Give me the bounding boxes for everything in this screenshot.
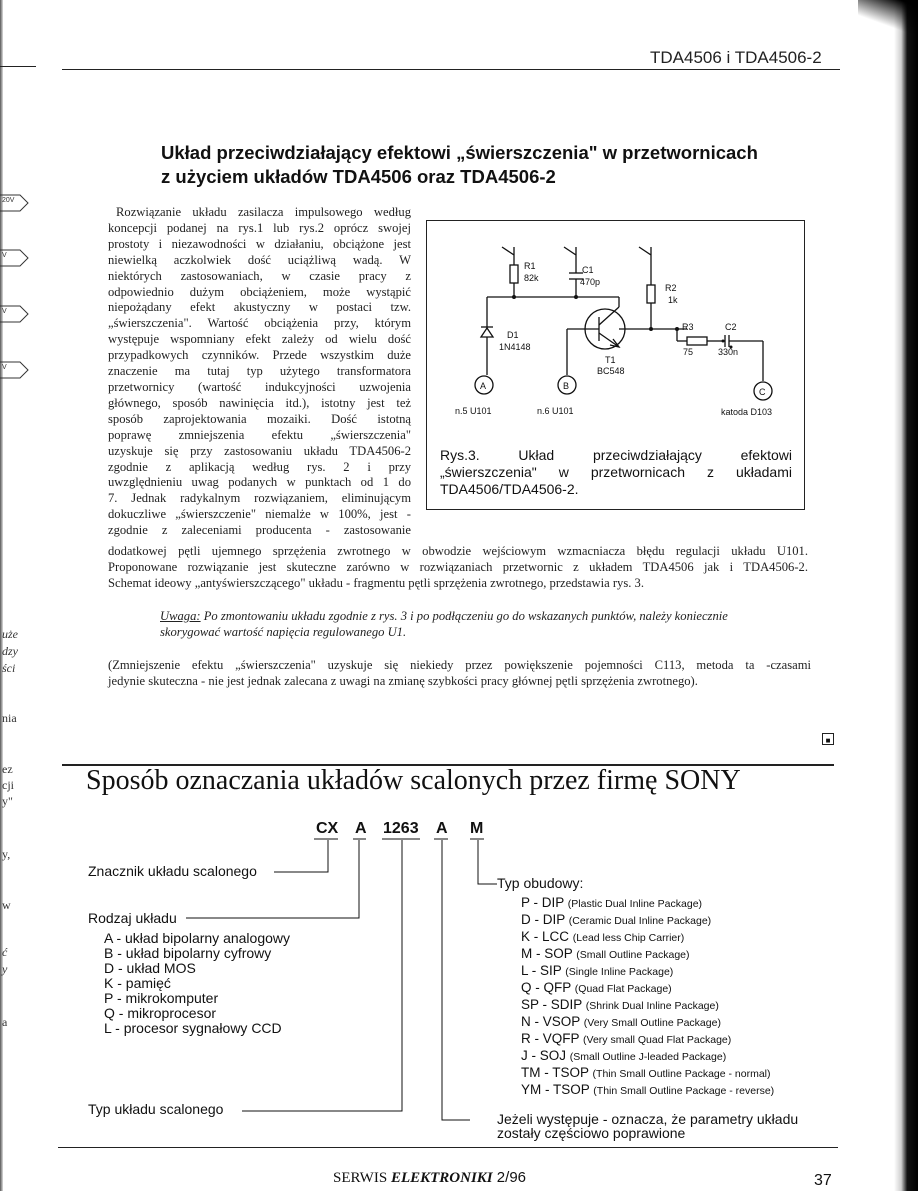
- label-r2-value: 1k: [668, 295, 678, 305]
- footer-rule: [58, 1147, 838, 1148]
- package-item: P - DIP (Plastic Dual Inline Package): [521, 895, 703, 910]
- kind-item: D - układ MOS: [104, 960, 196, 976]
- margin-tab-arrow: V: [0, 305, 30, 323]
- margin-fragment: ć: [2, 945, 8, 959]
- package-item: SP - SDIP (Shrink Dual Inline Package): [521, 997, 719, 1012]
- note-label: Uwaga:: [160, 609, 201, 623]
- margin-fragment: y,: [2, 847, 11, 861]
- label-point-c: C: [759, 387, 766, 397]
- kind-item: P - mikrokomputer: [104, 990, 219, 1006]
- label-c1-value: 470p: [580, 277, 601, 287]
- article-note: Uwaga: Po zmontowaniu układu zgodnie z rys. 3 i po podłączeniu go do wskazanych punktów, należy koniecznie skorygować wartość napięcia regulowanego U1.: [160, 609, 728, 639]
- kind-item: A - układ bipolarny analogowy: [104, 930, 291, 946]
- package-item: L - SIP (Single Inline Package): [521, 963, 674, 978]
- label-point-c-desc: katoda D103: [721, 407, 773, 417]
- label-ic-type: Typ układu scalonego: [88, 1101, 224, 1117]
- kind-list: [104, 931, 290, 1036]
- code-part-a2: A: [436, 820, 448, 837]
- label-c1: C1: [582, 265, 594, 275]
- label-revision: Jeżeli występuje - oznacza, że parametry układu zostały częściowo poprawione: [497, 1111, 799, 1141]
- kind-item: B - układ bipolarny cyfrowy: [104, 945, 272, 961]
- label-point-a: A: [480, 381, 487, 391]
- package-item: N - VSOP (Very Small Outline Package): [521, 1014, 721, 1029]
- label-c2: C2: [725, 322, 737, 332]
- margin-fragment: ści: [2, 661, 16, 675]
- margin-tab-arrow: 20V: [0, 194, 30, 212]
- margin-fragment: y": [2, 794, 13, 808]
- margin-fragment: ez: [2, 762, 13, 776]
- margin-tab-arrow: V: [0, 361, 30, 379]
- kind-item: K - pamięć: [104, 975, 171, 991]
- kind-item: Q - mikroprocesor: [104, 1005, 217, 1021]
- label-r3: R3: [682, 322, 694, 332]
- margin-fragment: y: [2, 962, 8, 976]
- label-marker: Znacznik układu scalonego: [88, 863, 257, 879]
- label-point-b-desc: n.6 U101: [537, 406, 574, 416]
- code-part-number: 1263: [383, 820, 419, 837]
- article-body-narrow: Rozwiązanie układu zasilacza impulsowego według koncepcji podanej na rys.1 lub rys.2 oprócz swojej prostoty i niezawodności w działaniu, obciążone jest niewielką aczkolwiek dość uciążliwą wadą. W niektórych zastosowaniach, w czasie pracy z odpowiednio dużym obciążeniem, może wystąpić niepożądany efekt akustyczny w postaci tzw. „świerszczenia". Wartość obciążenia przy, którym występuje wspomniany efekt zależy od wielu dość przypadkowych czynników. Przede wszystkim duże znaczenie ma tutaj typ użytego transformatora przetwornicy (wartość indukcyjności uzwojenia głównego, sposób nawinięcia itd.), istotny jest też sposób zaprojektowania mozaiki. Dość istotną poprawę zmniejszenia efektu „świerszczenia" uzyskuje się przy zastosowaniu układu TDA4506-2 zgodnie z aplikacją według rys. 2 i przy uwzględnieniu uwag podanych w punktach od 1 do 7. Jednak radykalnym rozwiązaniem, eliminującym dokuczliwe „świerszczenie" niemalże w 100%, jest - zgodnie z zaleceniami producenta - zastosowanie: [108, 205, 411, 538]
- article-body-wide: dodatkowej pętli ujemnego sprzężenia zwrotnego w obwodzie wejściowym wzmacniacza błędu regulacji układu U101. Proponowane rozwiązanie jest skuteczne zarówno w rozwiązaniach przetwornic z układem TDA4506 jak i TDA4506-2. Schemat ideowy „antyświerszczącego" układu - fragmentu pętli sprzężenia zwrotnego, przedstawia rys. 3.: [108, 544, 808, 590]
- margin-fragment: w: [2, 898, 11, 912]
- label-r1: R1: [524, 261, 536, 271]
- margin-fragment: dzy: [2, 644, 18, 658]
- figure-caption: Rys.3. Układ przeciwdziałający efektowi „świerszczenia" w przetwornicach z układami TDA4506/TDA4506-2.: [440, 447, 792, 497]
- kind-item: L - procesor sygnałowy CCD: [104, 1020, 282, 1036]
- margin-fragment: a: [2, 1015, 8, 1029]
- end-mark: ■: [822, 733, 834, 745]
- label-d1: D1: [507, 330, 519, 340]
- margin-fragment: cji: [2, 778, 14, 792]
- article-final-paragraph: (Zmniejszenie efektu „świerszczenia" uzyskuje się niekiedy przez powiększenie pojemności C113, metoda ta -czasami jedynie skuteczna - nie jest jednak zalecana z uwagi na zmianę szybkości pracy głównej pętli sprzężenia zwrotnego).: [108, 658, 811, 688]
- package-item: R - VQFP (Very small Quad Flat Package): [521, 1031, 732, 1046]
- label-r3-value: 75: [683, 347, 694, 357]
- running-title: TDA4506 i TDA4506-2: [650, 48, 822, 67]
- package-item: M - SOP (Small Outline Package): [521, 946, 690, 961]
- label-package: Typ obudowy:: [497, 875, 584, 891]
- package-item: D - DIP (Ceramic Dual Inline Package): [521, 912, 712, 927]
- label-t1: T1: [605, 355, 616, 365]
- label-point-a-desc: n.5 U101: [455, 406, 492, 416]
- label-c2-value: 330n: [718, 347, 739, 357]
- article-title: Układ przeciwdziałający efektowi „świerszczenia" w przetwornicach z użyciem układów TDA4506 oraz TDA4506-2: [161, 142, 758, 187]
- margin-fragment: uże: [2, 627, 18, 641]
- package-item: Q - QFP (Quad Flat Package): [521, 980, 672, 995]
- margin-tab-arrow: V: [0, 249, 30, 267]
- package-item: TM - TSOP (Thin Small Outline Package - normal): [521, 1065, 771, 1080]
- package-list: [521, 895, 774, 1099]
- package-item: K - LCC (Lead less Chip Carrier): [521, 929, 685, 944]
- label-d1-value: 1N4148: [499, 342, 531, 352]
- article2-title: Sposób oznaczania układów scalonych przez firmę SONY: [86, 765, 741, 796]
- label-r1-value: 82k: [524, 273, 539, 283]
- page-number: 37: [814, 1172, 832, 1189]
- margin-fragment: nia: [2, 711, 17, 725]
- footer-magazine: SERWIS ELEKTRONIKI 2/96: [333, 1169, 527, 1186]
- code-part-m: M: [470, 820, 484, 837]
- label-t1-value: BC548: [597, 366, 625, 376]
- code-part-cx: CX: [316, 820, 339, 837]
- label-r2: R2: [665, 283, 677, 293]
- label-kind: Rodzaj układu: [88, 910, 177, 926]
- package-item: YM - TSOP (Thin Small Outline Package - reverse): [521, 1082, 775, 1097]
- package-item: J - SOJ (Small Outline J-leaded Package): [521, 1048, 727, 1063]
- label-point-b: B: [563, 381, 570, 391]
- code-part-a: A: [355, 820, 367, 837]
